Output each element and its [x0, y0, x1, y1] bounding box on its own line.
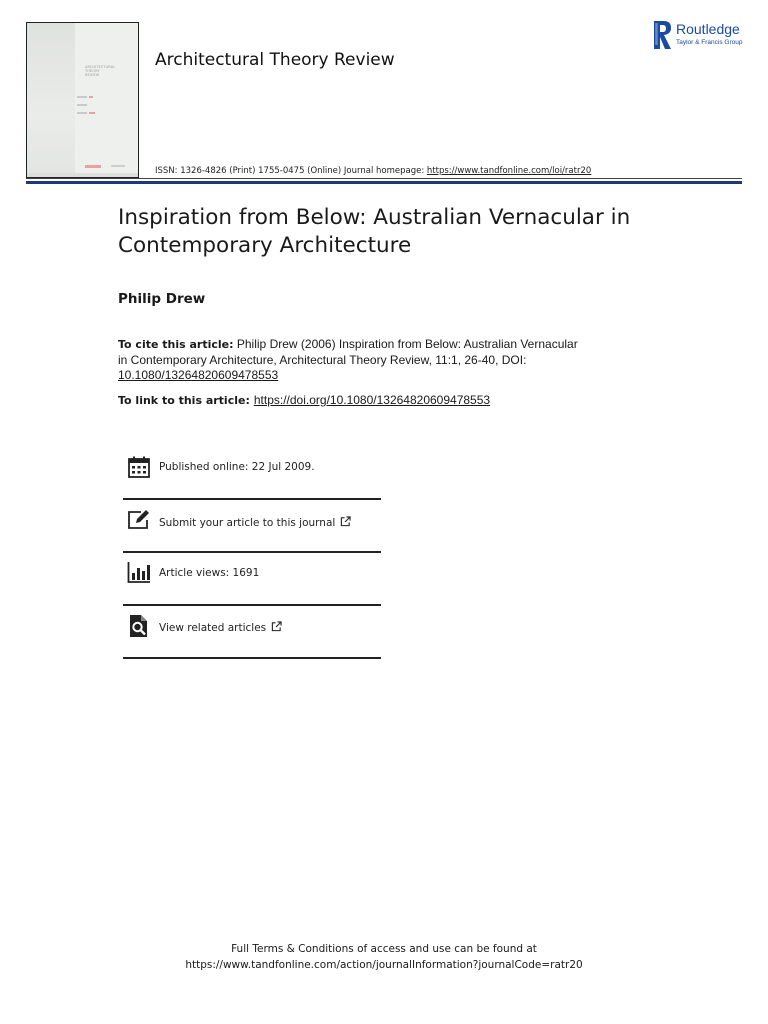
- cover-text-line: [77, 112, 87, 114]
- routledge-r-logo-icon: [652, 20, 672, 50]
- cover-publisher-mark: [111, 165, 125, 167]
- related-articles-label: View related articles: [159, 622, 267, 634]
- related-articles-row[interactable]: [123, 610, 381, 662]
- article-title: Inspiration from Below: Australian Vernacular in Contemporary Architecture: [118, 205, 631, 258]
- meta-divider: [123, 498, 381, 500]
- meta-divider: [123, 604, 381, 606]
- citation-block: [118, 337, 588, 384]
- cover-text-line: [77, 96, 87, 98]
- cover-accent: [89, 96, 93, 98]
- cover-title: [85, 65, 129, 78]
- published-online-label: Published online: 22 Jul 2009.: [159, 461, 315, 473]
- article-views-label: Article views: 1691: [159, 567, 260, 579]
- cover-title-line: THEORY: [85, 69, 100, 74]
- header-rule-thin: [26, 178, 742, 179]
- external-link-icon: [271, 621, 282, 632]
- cite-text: Philip Drew (2006) Inspiration from Below: Australian Vernacular in Contemporary Architecture, Architectural Theory Review, 11:1, 26-40, DOI:: [118, 337, 578, 367]
- cover-shade: [27, 23, 75, 177]
- calendar-icon: [127, 455, 151, 479]
- bar-chart-icon: [127, 560, 151, 584]
- submit-article-label: Submit your article to this journal: [159, 517, 336, 529]
- journal-homepage-link[interactable]: https://www.tandfonline.com/loi/ratr20: [426, 166, 592, 176]
- cover-publisher-mark: [85, 165, 101, 168]
- issn-line: [155, 166, 591, 176]
- article-author: Philip Drew: [118, 291, 206, 307]
- article-link-block: [118, 393, 638, 407]
- edit-icon: [127, 508, 151, 532]
- meta-divider: [123, 551, 381, 553]
- link-label: To link to this article:: [118, 394, 250, 407]
- publisher-logo[interactable]: [652, 20, 747, 50]
- header-rule: [26, 181, 742, 184]
- cite-doi[interactable]: 10.1080/13264820609478553: [118, 368, 279, 382]
- article-doi-link[interactable]: https://doi.org/10.1080/13264820609478553: [253, 393, 491, 407]
- cover-accent: [89, 112, 95, 114]
- cover-title-line: ARCHITECTURAL: [85, 65, 116, 69]
- article-views-row: [123, 557, 381, 609]
- cover-title-line: REVIEW: [85, 73, 100, 78]
- cover-bottom-band: [27, 173, 138, 177]
- submit-article-row[interactable]: [123, 505, 381, 557]
- cite-label: To cite this article:: [118, 338, 234, 351]
- publisher-group: Taylor & Francis Group: [676, 39, 743, 46]
- submit-article-link[interactable]: [159, 516, 351, 529]
- publisher-brand: Routledge: [676, 21, 740, 37]
- published-online-row: [123, 452, 381, 504]
- terms-footer: [0, 941, 768, 973]
- cover-text-line: [77, 104, 87, 106]
- external-link-icon: [340, 516, 351, 527]
- journal-cover-thumbnail: [26, 22, 139, 178]
- issn-text: ISSN: 1326-4826 (Print) 1755-0475 (Online) Journal homepage:: [155, 166, 427, 176]
- journal-title[interactable]: Architectural Theory Review: [155, 50, 395, 70]
- search-document-icon: [127, 614, 151, 638]
- related-articles-link[interactable]: [159, 621, 282, 634]
- meta-divider: [123, 657, 381, 659]
- footer-terms-link[interactable]: https://www.tandfonline.com/action/journalInformation?journalCode=ratr20: [185, 959, 583, 971]
- footer-line-1: Full Terms & Conditions of access and use can be found at: [231, 943, 537, 955]
